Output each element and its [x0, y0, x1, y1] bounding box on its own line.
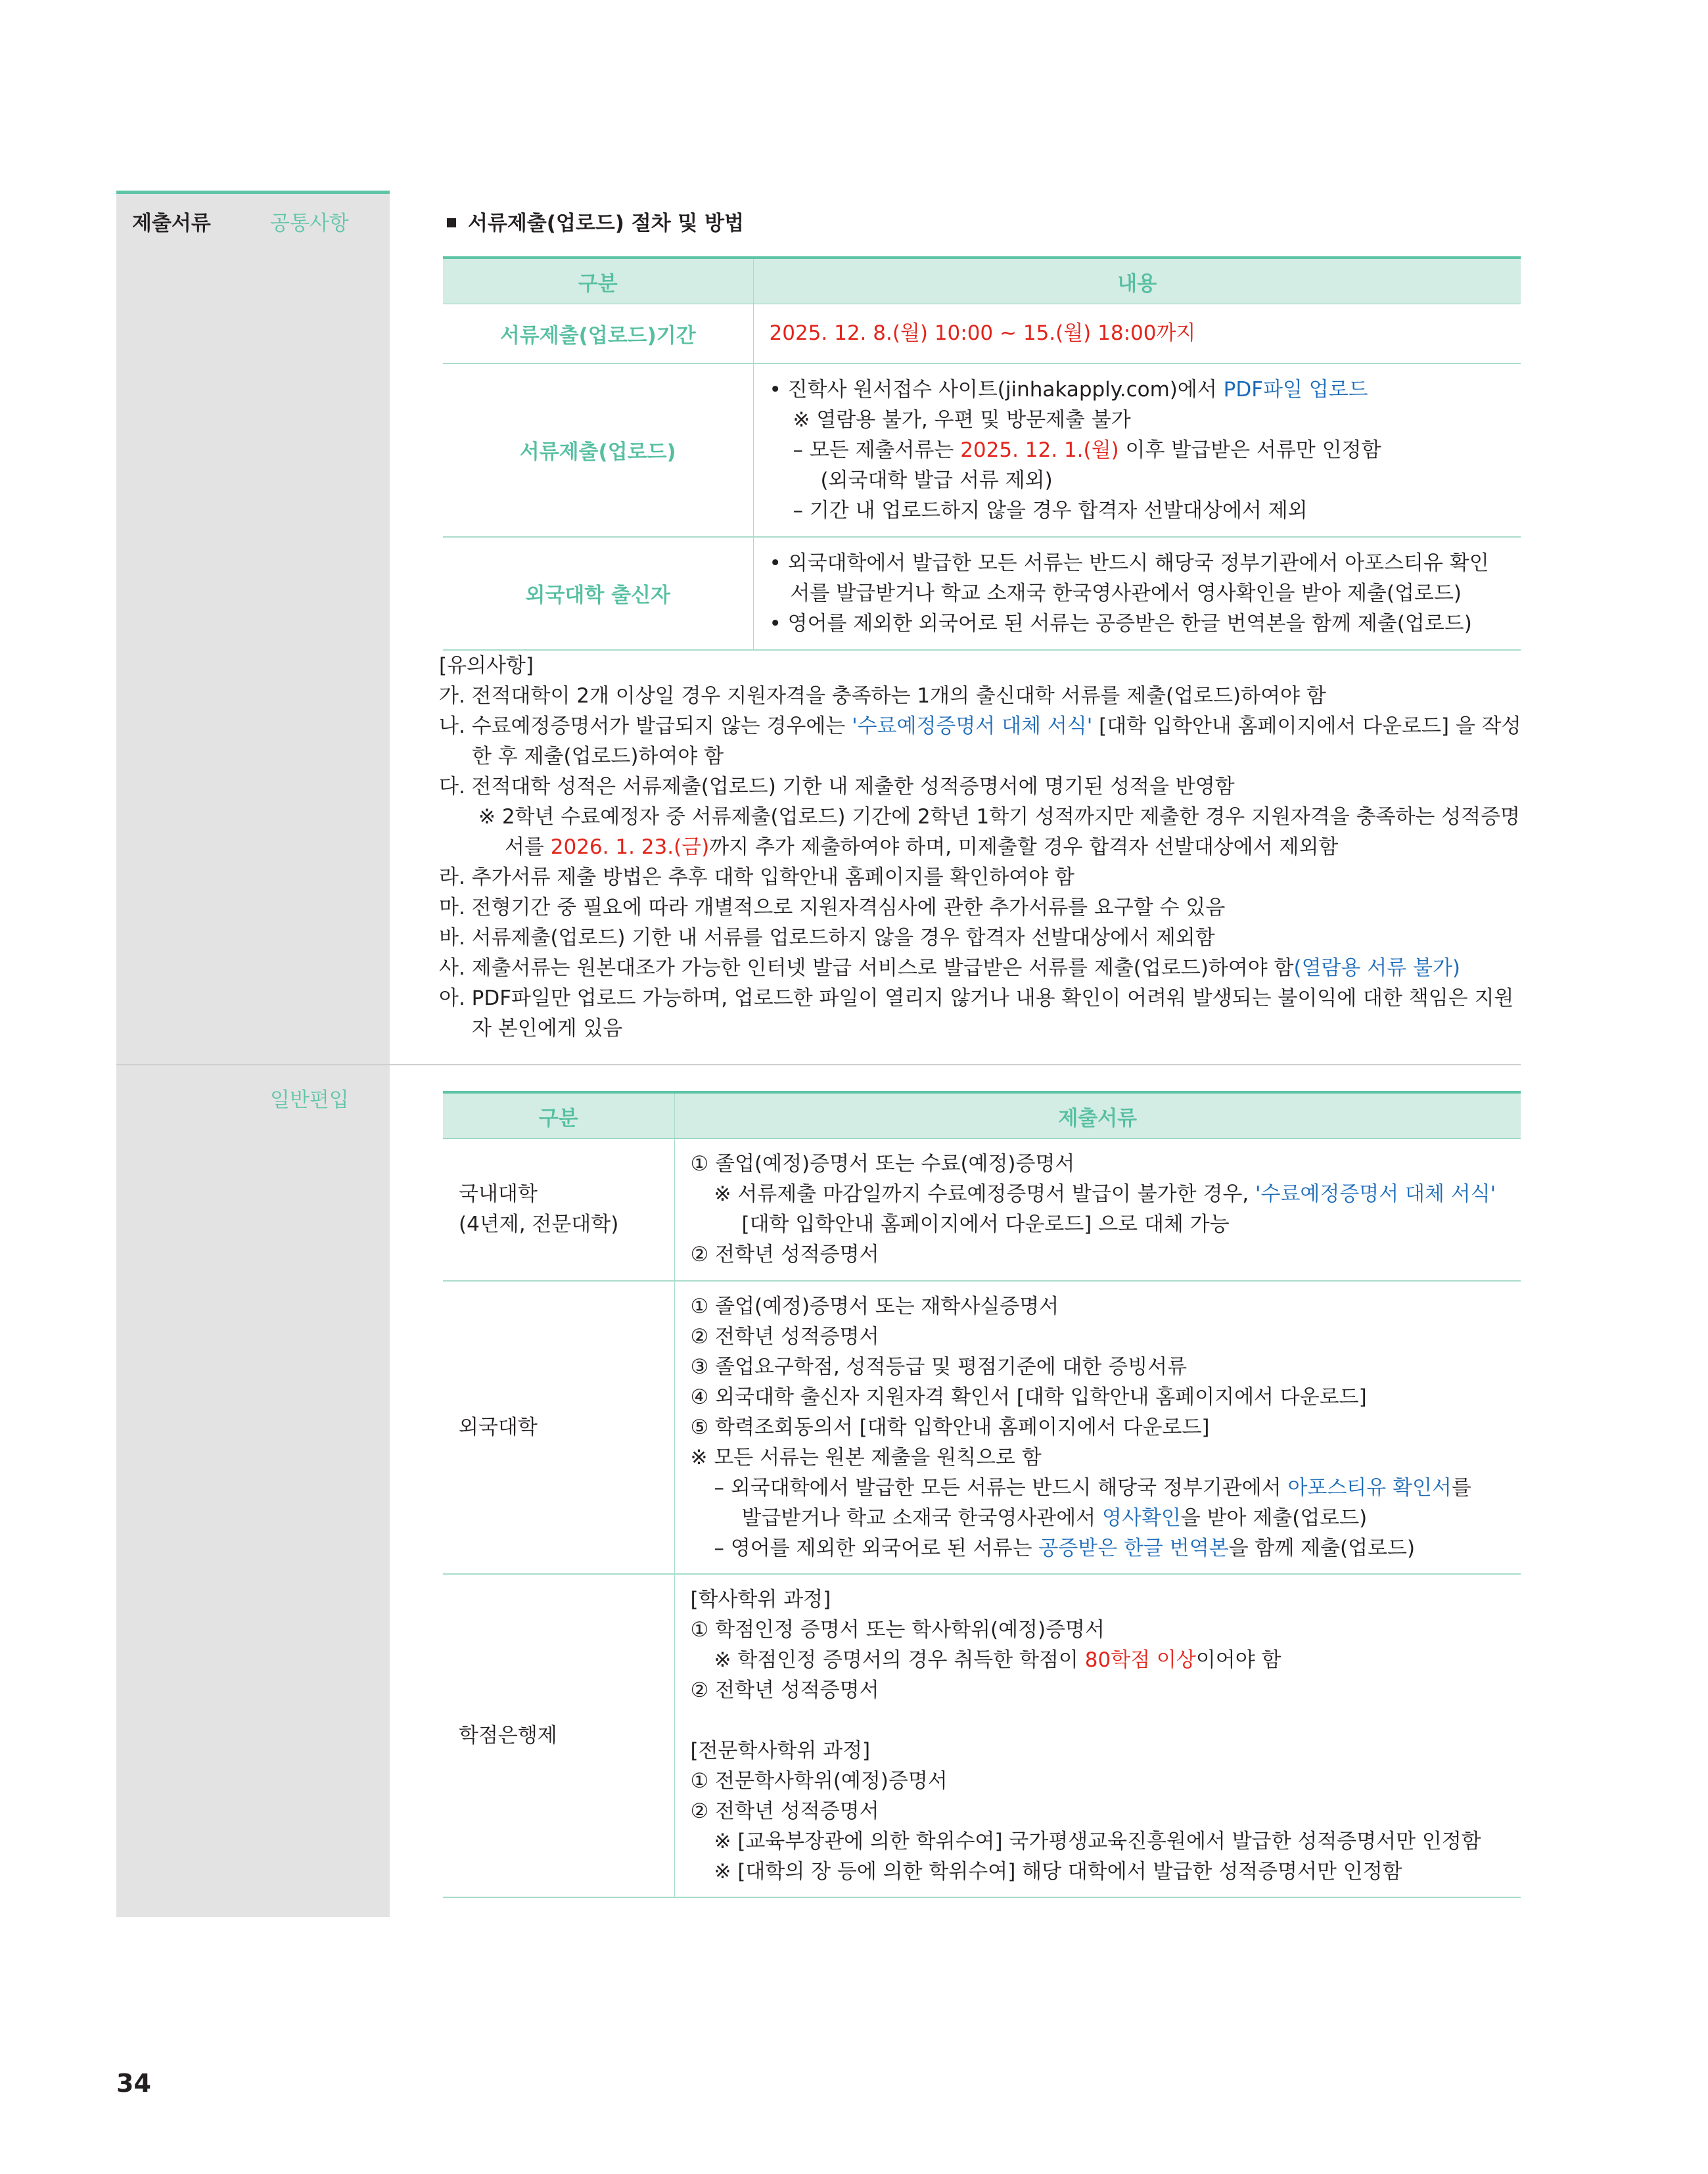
text-line: ① 졸업(예정)증명서 또는 재학사실증명서: [690, 1294, 1059, 1318]
note-item: [439, 711, 1530, 772]
table-row: [443, 363, 1521, 537]
text-line: [691, 1645, 1507, 1675]
table-row: [443, 1281, 1521, 1574]
table-header-row: [443, 1092, 1521, 1139]
row-content: [674, 1139, 1521, 1281]
text-line: [770, 435, 1507, 465]
text-line: ① 전문학사학위(예정)증명서: [690, 1769, 948, 1793]
row-content: [674, 1574, 1521, 1897]
row-label: 서류제출(업로드)기간: [443, 304, 753, 363]
note-item: 가. 전적대학이 2개 이상일 경우 지원자격을 충족하는 1개의 출신대학 서류를 제출(업로드)하여야 함: [439, 684, 1326, 708]
row-label: 외국대학 출신자: [443, 537, 753, 650]
text-span: 나. 수료예정증명서가 발급되지 않는 경우에는: [439, 714, 852, 738]
note-item: 라. 추가서류 제출 방법은 추후 대학 입학안내 홈페이지를 확인하여야 함: [439, 866, 1074, 889]
row-content: [753, 304, 1521, 363]
text-span: [대학 입학안내 홈페이지에서 다운로드] 을 작성한 후 제출(업로드)하여야 함: [472, 714, 1521, 768]
note-item: 바. 서류제출(업로드) 기한 내 서류를 업로드하지 않을 경우 합격자 선발대상에서 제외함: [439, 926, 1215, 950]
sidebar-top-rule: [116, 191, 390, 194]
highlight-blue: 공증받은 한글 번역본: [1038, 1536, 1229, 1560]
text-span: 을 받아 제출(업로드): [1180, 1506, 1368, 1530]
text-line: [691, 1473, 1507, 1503]
highlight-blue: 영사확인: [1102, 1506, 1181, 1530]
text-span: 를: [1451, 1475, 1471, 1500]
notes-section: [439, 651, 1530, 1044]
text-line: – 기간 내 업로드하지 않을 경우 합격자 선발대상에서 제외: [793, 498, 1308, 522]
square-bullet-icon: [447, 218, 456, 227]
row-content: [753, 363, 1521, 537]
section-heading: [447, 206, 744, 236]
text-line: [691, 1533, 1507, 1563]
highlight-blue: (열람용 서류 불가): [1293, 956, 1461, 980]
text-span: – 모든 제출서류는: [793, 438, 961, 462]
text-line: ※ 모든 서류는 원본 제출을 원칙으로 함: [690, 1445, 1042, 1469]
text-line: [770, 375, 1507, 405]
label-line: 국내대학: [459, 1182, 538, 1207]
text-span: 까지 추가 제출하여야 하며, 미제출할 경우 합격자 선발대상에서 제외함: [709, 835, 1339, 859]
note-subitem: [439, 802, 1530, 862]
section-divider: [116, 1064, 1521, 1065]
text-span: ※ 학점인정 증명서의 경우 취득한 학점이: [714, 1648, 1085, 1672]
notes-title: [유의사항]: [439, 654, 534, 678]
text-line: (외국대학 발급 서류 제외): [820, 468, 1053, 492]
highlight-blue: PDF파일 업로드: [1223, 377, 1368, 402]
note-item: 다. 전적대학 성적은 서류제출(업로드) 기한 내 제출한 성적증명서에 명기된 성적을 반영함: [439, 775, 1235, 798]
sidebar-background: [116, 193, 390, 1917]
highlight-blue: 아포스티유 확인서: [1287, 1475, 1452, 1500]
text-span: 이후 발급받은 서류만 인정함: [1119, 438, 1381, 462]
upload-procedure-table: [443, 256, 1521, 651]
upload-period: 2025. 12. 8.(월) 10:00 ~ 15.(월) 18:00까지: [769, 321, 1196, 346]
table-row: [443, 1574, 1521, 1897]
text-line: ① 졸업(예정)증명서 또는 수료(예정)증명서: [690, 1152, 1075, 1176]
label-line: (4년제, 전문대학): [459, 1213, 619, 1237]
row-label: 학점은행제: [443, 1574, 674, 1897]
text-line: ※ 열람용 불가, 우편 및 방문제출 불가: [793, 407, 1131, 432]
text-span: 사. 제출서류는 원본대조가 가능한 인터넷 발급 서비스로 발급받은 서류를 제출(업로드)하여야 함: [439, 956, 1294, 980]
text-span: – 영어를 제외한 외국어로 된 서류는: [714, 1536, 1039, 1560]
row-label: [443, 1139, 674, 1281]
highlight-red: 2026. 1. 23.(금): [550, 835, 710, 859]
text-line: ① 학점인정 증명서 또는 학사학위(예정)증명서: [690, 1617, 1105, 1642]
text-line: [대학 입학안내 홈페이지에서 다운로드] 으로 대체 가능: [741, 1213, 1230, 1237]
text-line: ④ 외국대학 출신자 지원자격 확인서 [대학 입학안내 홈페이지에서 다운로드]: [690, 1385, 1367, 1409]
header-category: 구분: [443, 1092, 674, 1139]
highlight-red: 80학점 이상: [1084, 1648, 1196, 1672]
header-content: 내용: [753, 258, 1521, 304]
text-line: [전문학사학위 과정]: [690, 1738, 871, 1763]
text-line: ② 전학년 성적증명서: [690, 1799, 879, 1823]
sidebar-sub-common: 공통사항: [270, 212, 349, 235]
text-span: – 외국대학에서 발급한 모든 서류는 반드시 해당국 정부기관에서: [714, 1475, 1288, 1500]
header-documents: 제출서류: [674, 1092, 1521, 1139]
bullet-line: • 외국대학에서 발급한 모든 서류는 반드시 해당국 정부기관에서 아포스티유 확인서를 발급받거나 학교 소재국 한국영사관에서 영사확인을 받아 제출(업로드): [769, 551, 1489, 605]
text-span: ※ 서류제출 마감일까지 수료예정증명서 발급이 불가한 경우,: [714, 1182, 1256, 1207]
required-documents-table: [443, 1091, 1521, 1898]
table-header-row: [443, 258, 1521, 304]
text-line: ② 전학년 성적증명서: [690, 1678, 879, 1702]
text-line: [691, 1179, 1507, 1209]
row-label: 서류제출(업로드): [443, 363, 753, 537]
note-item: 마. 전형기간 중 필요에 따라 개별적으로 지원자격심사에 관한 추가서류를 요구할 수 있음: [439, 896, 1226, 919]
table-row: [443, 304, 1521, 363]
row-label: 외국대학: [443, 1281, 674, 1574]
text-line: [학사학위 과정]: [690, 1587, 831, 1611]
text-line: ※ [대학의 장 등에 의한 학위수여] 해당 대학에서 발급한 성적증명서만 인정함: [714, 1859, 1402, 1884]
highlight-blue: '수료예정증명서 대체 서식': [852, 714, 1093, 738]
sidebar-title: 제출서류: [132, 212, 211, 235]
bullet-line: • 영어를 제외한 외국어로 된 서류는 공증받은 한글 번역본을 함께 제출(업로드): [769, 611, 1472, 636]
text-line: ⑤ 학력조회동의서 [대학 입학안내 홈페이지에서 다운로드]: [690, 1415, 1210, 1439]
text-line: ※ [교육부장관에 의한 학위수여] 국가평생교육진흥원에서 발급한 성적증명서만 인정함: [714, 1829, 1481, 1853]
spacer: [691, 1705, 1507, 1736]
text-line: ② 전학년 성적증명서: [690, 1324, 879, 1349]
text-span: 을 함께 제출(업로드): [1228, 1536, 1416, 1560]
table-row: [443, 537, 1521, 650]
text-span: • 진학사 원서접수 사이트(jinhakapply.com)에서: [769, 377, 1224, 402]
sidebar-sub-general-transfer: 일반편입: [270, 1088, 349, 1112]
section-heading-text: 서류제출(업로드) 절차 및 방법: [468, 212, 745, 235]
text-span: ※ 2학년 수료예정자 중 서류제출(업로드) 기간에 2학년 1학기 성적까지만 제출한 경우 지원자격을 충족하는 성적증명서를: [478, 805, 1521, 859]
row-content: [753, 537, 1521, 650]
text-span: 발급받거나 학교 소재국 한국영사관에서: [741, 1506, 1102, 1530]
note-item: 아. PDF파일만 업로드 가능하며, 업로드한 파일이 열리지 않거나 내용 확인이 어려워 발생되는 불이익에 대한 책임은 지원자 본인에게 있음: [439, 986, 1514, 1040]
text-line: [691, 1503, 1507, 1533]
text-line: ③ 졸업요구학점, 성적등급 및 평점기준에 대한 증빙서류: [690, 1354, 1188, 1379]
header-category: 구분: [443, 258, 753, 304]
page-number: 34: [116, 2069, 151, 2098]
text-span: 이어야 함: [1195, 1648, 1281, 1672]
note-item: [439, 953, 1530, 983]
row-content: [674, 1281, 1521, 1574]
table-row: [443, 1139, 1521, 1281]
highlight-blue: '수료예정증명서 대체 서식': [1255, 1182, 1496, 1207]
text-line: ② 전학년 성적증명서: [690, 1243, 879, 1267]
highlight-red: 2025. 12. 1.(월): [960, 438, 1119, 462]
